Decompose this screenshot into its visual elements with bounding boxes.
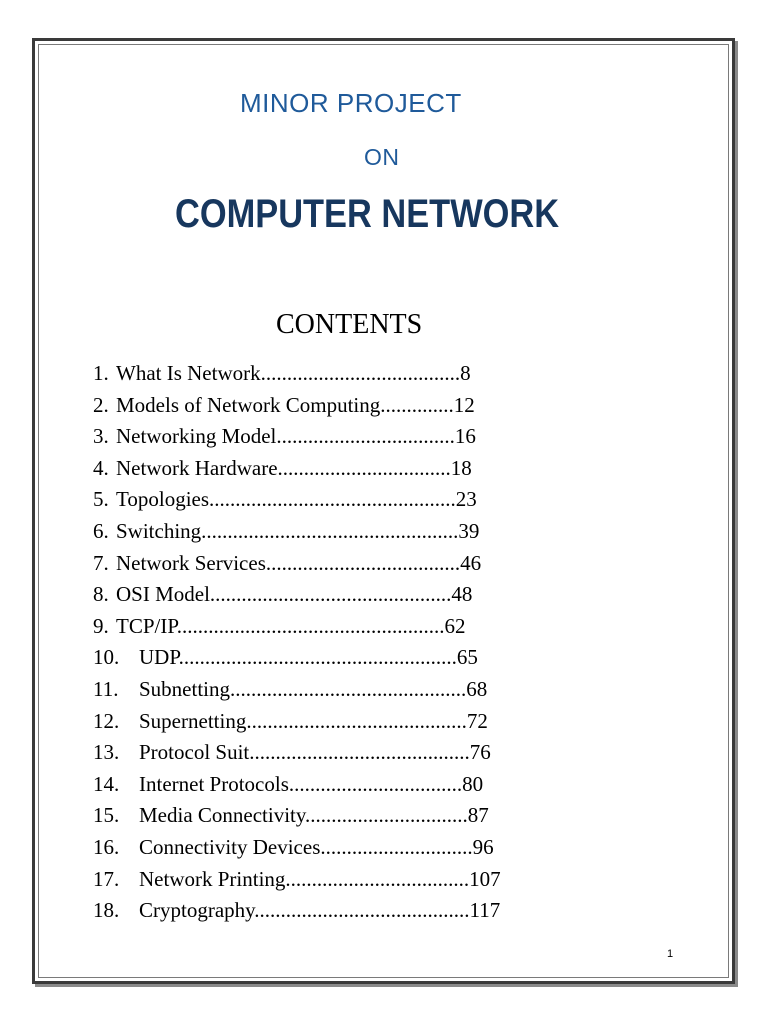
toc-item-title: Networking Model..................................16 (116, 424, 476, 449)
toc-item-number: 13. (93, 740, 120, 765)
toc-item-number: 7. (93, 550, 109, 575)
toc-item-number: 11. (93, 677, 119, 701)
toc-item-number: 16. (93, 835, 120, 859)
toc-item-title: Network Hardware.................................18 (116, 455, 472, 480)
toc-item-title: Internet Protocols.................................80 (139, 771, 484, 796)
contents-heading: CONTENTS (276, 309, 423, 340)
toc-item-title: Protocol Suit..........................................76 (139, 740, 491, 765)
toc-item-title: Connectivity Devices.............................96 (139, 835, 494, 859)
heading-on: ON (364, 144, 400, 170)
toc-item-title: Switching.................................................39 (116, 519, 480, 543)
toc-item-title: Media Connectivity...............................87 (139, 803, 489, 828)
toc-item-number: 2. (93, 392, 109, 417)
toc-item-title: UDP.....................................................65 (139, 645, 478, 670)
toc-item-title: Subnetting.............................................68 (139, 677, 488, 701)
toc-item-title: Cryptography.........................................117 (139, 898, 501, 923)
document-title: COMPUTER NETWORK (175, 192, 560, 236)
toc-item-number: 5. (93, 487, 109, 512)
toc-item-number: 10. (93, 645, 120, 670)
toc-item-number: 3. (93, 424, 109, 449)
toc-item-title: What Is Network......................................8 (116, 361, 471, 385)
toc-item-number: 1. (93, 361, 109, 385)
toc-item-title: Network Services.....................................46 (116, 550, 482, 575)
toc-item-number: 15. (93, 803, 120, 828)
toc-item-number: 4. (93, 455, 109, 480)
toc-item-title: TCP/IP...................................................62 (116, 613, 466, 638)
toc-item-title: Network Printing...................................107 (139, 866, 501, 891)
heading-minor-project: MINOR PROJECT (240, 88, 462, 118)
toc-item-title: OSI Model..............................................48 (116, 582, 473, 607)
page-number: 1 (667, 948, 674, 960)
toc-item-number: 9. (93, 613, 109, 638)
toc-item-number: 8. (93, 582, 109, 607)
toc-item-number: 14. (93, 771, 120, 796)
toc-item-number: 18. (93, 898, 120, 923)
toc-item-number: 17. (93, 866, 120, 891)
toc-item-number: 12. (93, 708, 120, 733)
toc-item-title: Models of Network Computing..............12 (116, 392, 475, 417)
toc-item-number: 6. (93, 519, 109, 543)
toc-item-title: Topologies...............................................23 (116, 487, 477, 512)
toc-item-title: Supernetting..........................................72 (139, 708, 488, 733)
